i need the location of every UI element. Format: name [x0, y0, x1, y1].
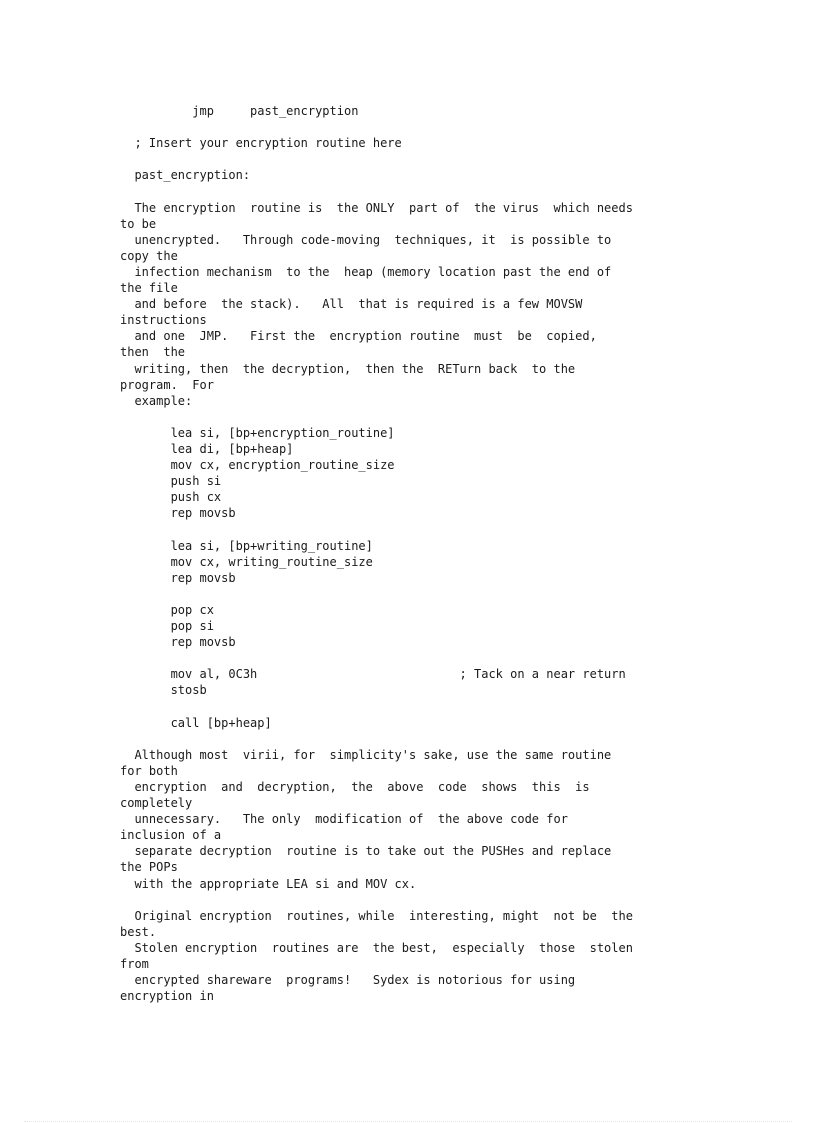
text-line [120, 183, 633, 199]
text-line: then the [120, 345, 186, 360]
text-line: copy the [120, 248, 178, 263]
text-line: Although most virii, for simplicity's sake, use the same routine [120, 747, 612, 762]
text-line: Stolen encryption routines are the best, especially those stolen [120, 940, 633, 955]
text-line: to be [120, 216, 157, 231]
text-line: pop cx [120, 602, 214, 617]
text-line: instructions [120, 313, 207, 328]
text-line [120, 731, 633, 747]
text-line: lea si, [bp+encryption_routine] [120, 425, 395, 440]
text-line: push cx [120, 490, 222, 505]
text-line: jmp past_encryption [120, 104, 359, 118]
text-line: rep movsb [120, 570, 236, 585]
text-line: with the appropriate LEA si and MOV cx. [120, 876, 417, 891]
text-line [120, 892, 633, 908]
text-line: and one JMP. First the encryption routine must be copied, [120, 329, 597, 344]
text-line: mov cx, writing_routine_size [120, 554, 373, 569]
text-line: encryption in [120, 989, 214, 1004]
text-line: and before the stack). All that is required is a few MOVSW [120, 297, 583, 312]
text-line: infection mechanism to the heap (memory location past the end of [120, 264, 612, 279]
text-line: for both [120, 763, 178, 778]
text-line: unencrypted. Through code-moving techniques, it is possible to [120, 232, 612, 247]
text-line: mov al, 0C3h ; Tack on a near return [120, 667, 626, 682]
text-line: example: [120, 393, 193, 408]
text-line [120, 409, 633, 425]
text-line [120, 650, 633, 666]
text-line [120, 586, 633, 602]
text-line: separate decryption routine is to take out the PUSHes and replace [120, 844, 612, 859]
text-line: lea si, [bp+writing_routine] [120, 538, 373, 553]
text-line: rep movsb [120, 635, 236, 650]
text-line: mov cx, encryption_routine_size [120, 458, 395, 473]
text-line: the POPs [120, 860, 178, 875]
text-line [120, 698, 633, 714]
text-line: from [120, 956, 149, 971]
text-line [120, 521, 633, 537]
text-line: push si [120, 474, 222, 489]
text-line: completely [120, 796, 193, 811]
text-line [120, 151, 633, 167]
text-line: program. For [120, 377, 214, 392]
page-divider [24, 1121, 792, 1122]
text-line: lea di, [bp+heap] [120, 441, 294, 456]
text-line: best. [120, 924, 157, 939]
text-line: inclusion of a [120, 828, 222, 843]
text-line: The encryption routine is the ONLY part of the virus which needs [120, 200, 633, 215]
text-line: Original encryption routines, while interesting, might not be the [120, 908, 633, 923]
text-line: call [bp+heap] [120, 715, 272, 730]
text-line [120, 119, 633, 135]
text-line: stosb [120, 683, 207, 698]
text-line: writing, then the decryption, then the RETurn back to the [120, 361, 576, 376]
text-line: past_encryption: [120, 168, 251, 183]
text-line: pop si [120, 619, 214, 633]
text-line: unnecessary. The only modification of the above code for [120, 812, 568, 827]
text-line: rep movsb [120, 506, 236, 521]
text-line: the file [120, 281, 178, 296]
text-line: ; Insert your encryption routine here [120, 136, 402, 151]
text-line: encryption and decryption, the above code shows this is [120, 779, 590, 794]
document-body [120, 103, 633, 1004]
text-line: encrypted shareware programs! Sydex is notorious for using [120, 973, 576, 988]
